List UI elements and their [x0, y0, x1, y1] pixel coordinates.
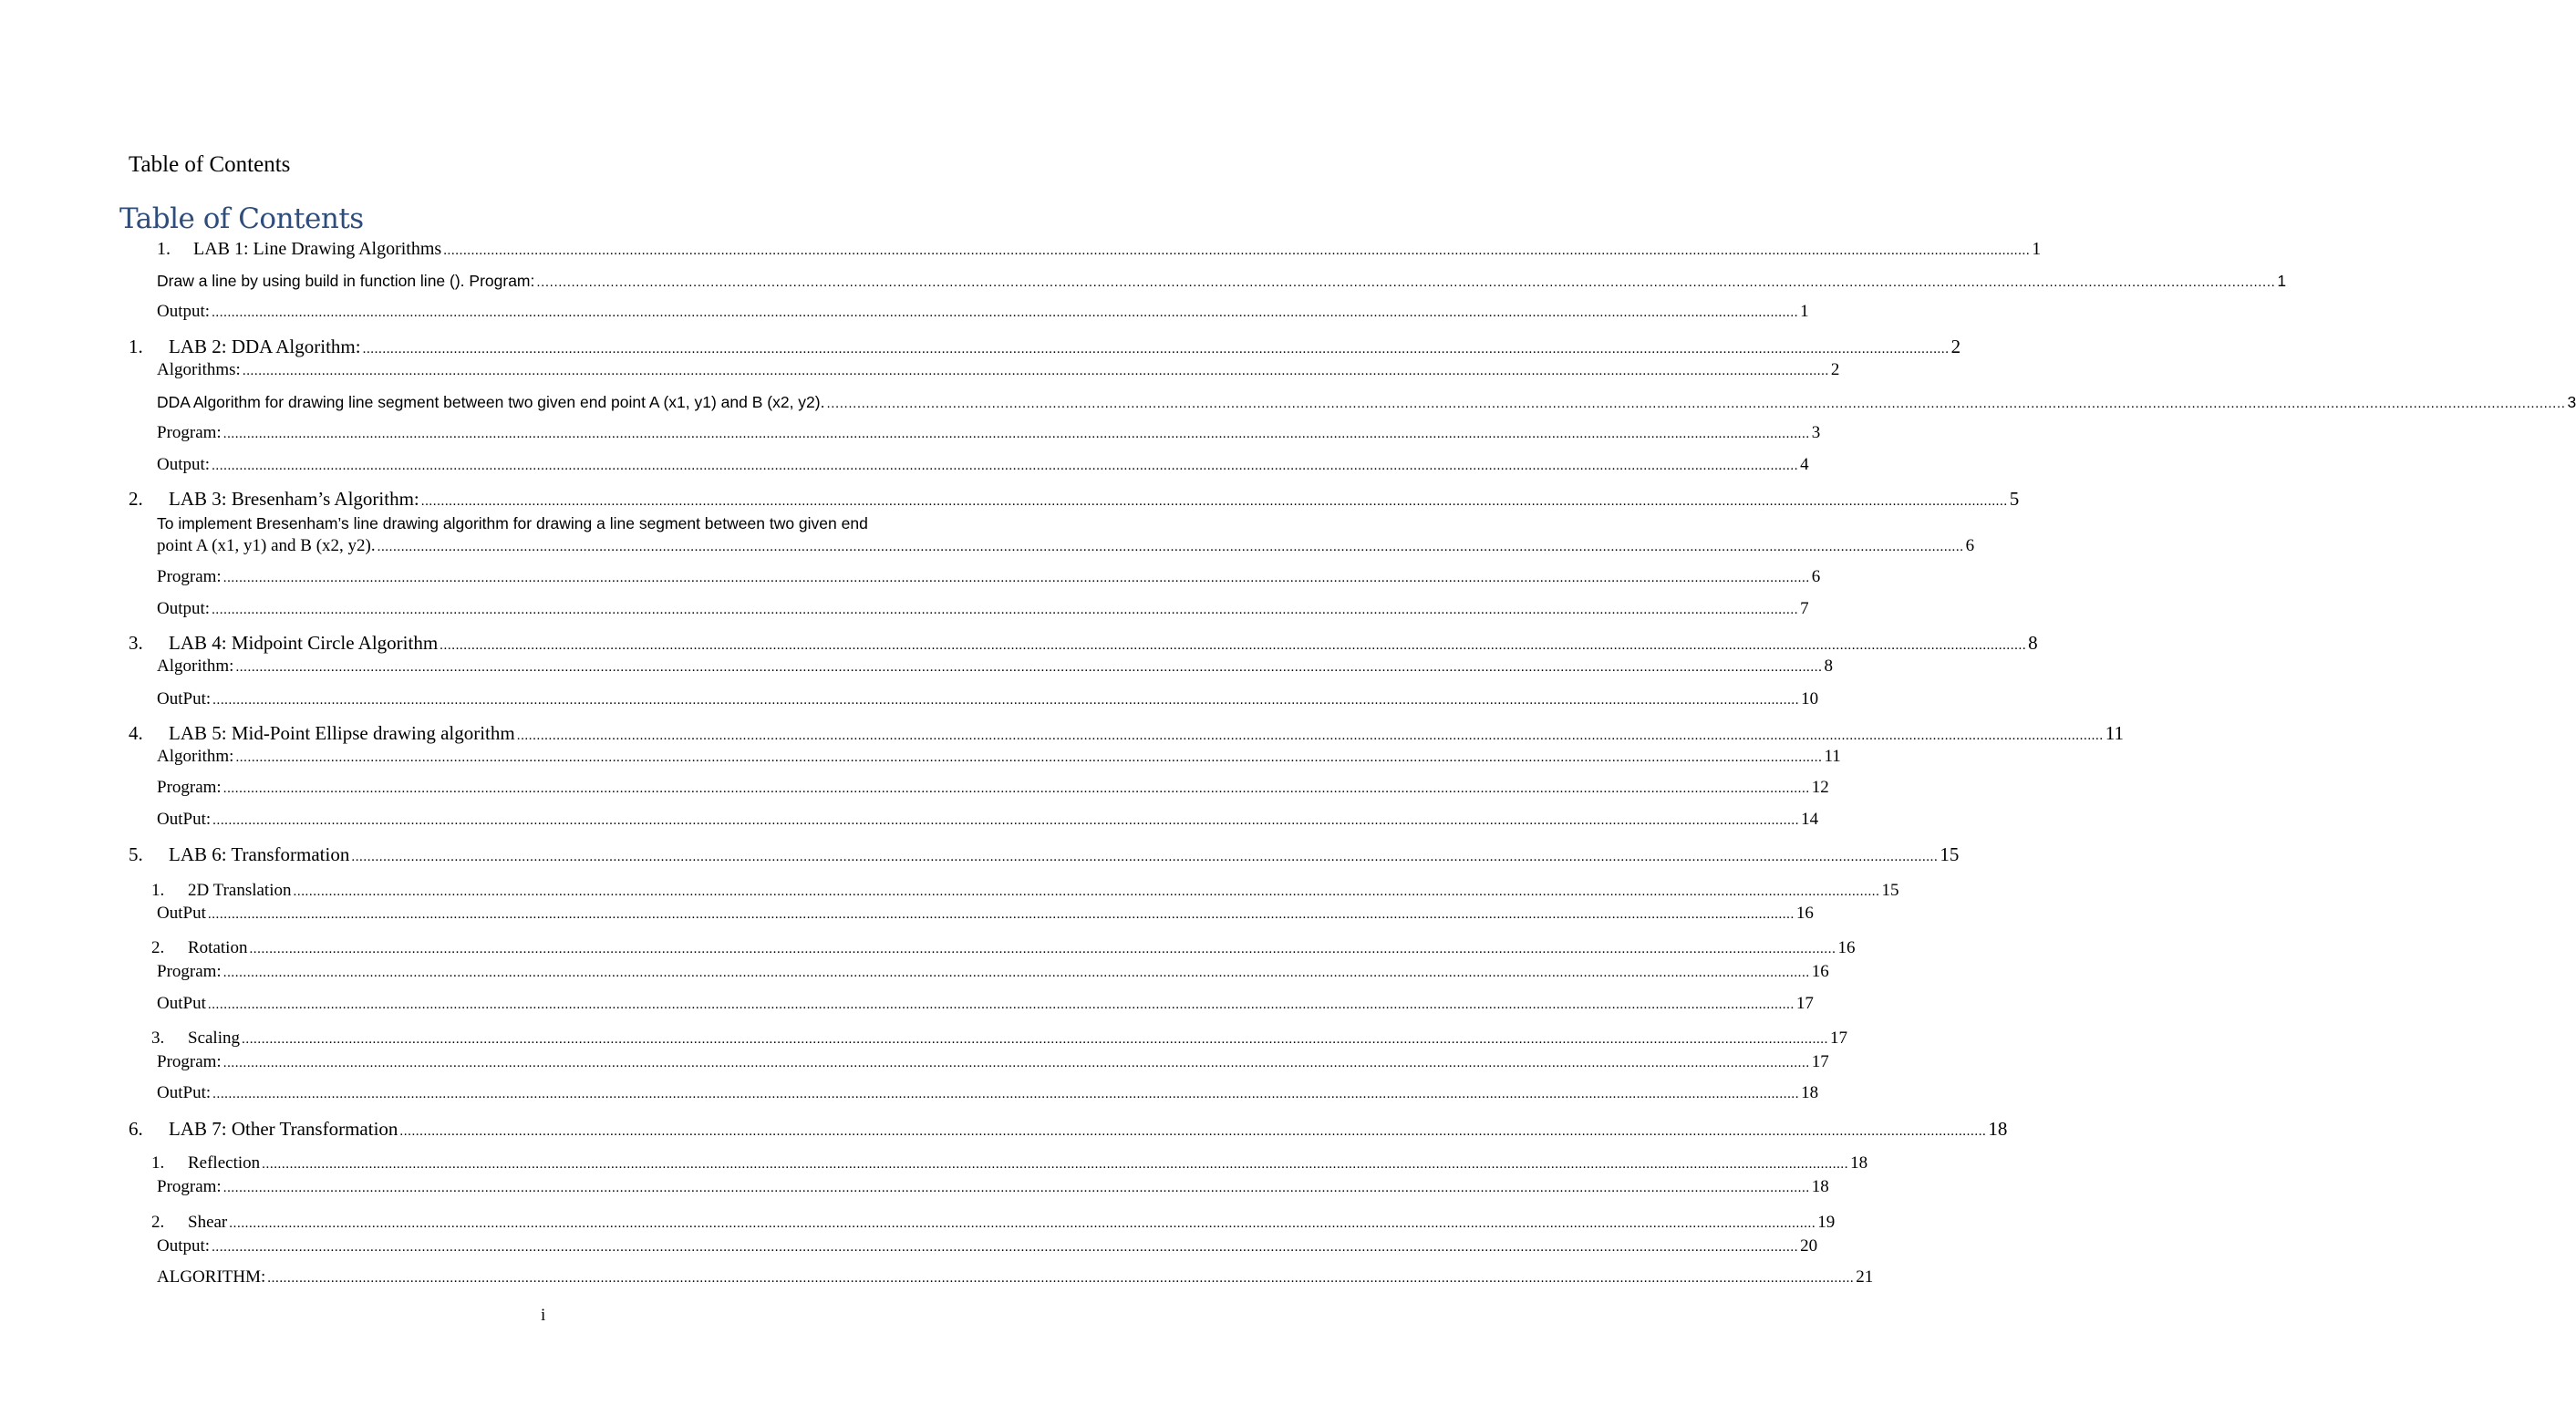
toc-entry-page: 18: [1801, 1083, 1819, 1102]
toc-dot-leader: ................................................................................................................................................................................................................................................................................................................................................................................................................: [212, 1087, 1800, 1101]
toc-dot-leader: ................................................................................................................................................................................................................................................................................................................................................................................................................: [212, 603, 1799, 617]
toc-entry[interactable]: [129, 843, 1960, 868]
toc-entry-number: 2.: [129, 488, 143, 510]
toc-entry-page: 8: [2028, 632, 2038, 654]
toc-dot-leader: ................................................................................................................................................................................................................................................................................................................................................................................................................: [212, 813, 1800, 828]
toc-entry-page: 3: [2567, 393, 2576, 411]
toc-entry[interactable]: [157, 391, 2576, 415]
toc-entry[interactable]: [129, 632, 2038, 656]
toc-entry-page: 20: [1800, 1236, 1818, 1256]
toc-entry[interactable]: [157, 535, 1975, 558]
toc-entry-page: 1: [2032, 239, 2042, 259]
toc-entry-title: Output:: [157, 455, 211, 474]
toc-entry-title: LAB 2: DDA Algorithm:: [169, 336, 361, 357]
toc-dot-leader: ................................................................................................................................................................................................................................................................................................................................................................................................................: [420, 494, 2008, 509]
toc-entry-page: 21: [1856, 1267, 1874, 1287]
toc-entry-page: 3: [1811, 423, 1821, 442]
toc-entry[interactable]: [129, 336, 1961, 360]
toc-dot-leader: ................................................................................................................................................................................................................................................................................................................................................................................................................: [222, 966, 1810, 980]
toc-entry-page: 11: [2105, 722, 2124, 744]
toc-entry-page: 16: [1811, 962, 1829, 981]
toc-entry[interactable]: [157, 1235, 1818, 1258]
toc-dot-leader: ................................................................................................................................................................................................................................................................................................................................................................................................................: [222, 1181, 1810, 1195]
toc-dot-leader: ................................................................................................................................................................................................................................................................................................................................................................................................................: [267, 1271, 1855, 1286]
toc-entry-title: Reflection: [188, 1153, 261, 1173]
toc-dot-leader: ................................................................................................................................................................................................................................................................................................................................................................................................................: [222, 427, 1810, 441]
toc-entry-title: Algorithm:: [157, 747, 234, 766]
toc-dot-leader: ................................................................................................................................................................................................................................................................................................................................................................................................................: [262, 1157, 1849, 1172]
toc-entry[interactable]: [151, 880, 1899, 903]
toc-entry-page: 15: [1940, 843, 1960, 865]
toc-entry-page: 11: [1824, 747, 1841, 766]
toc-entry[interactable]: [157, 422, 1821, 445]
toc-dot-leader: ................................................................................................................................................................................................................................................................................................................................................................................................................: [222, 1056, 1810, 1070]
toc-entry-title: Output:: [157, 599, 211, 618]
toc-dot-leader: ................................................................................................................................................................................................................................................................................................................................................................................................................: [516, 729, 2104, 743]
toc-entry-number: 3.: [129, 632, 143, 654]
toc-entry[interactable]: [157, 688, 1819, 711]
toc-entry-title: Program:: [157, 778, 222, 797]
toc-entry-page: 1: [2277, 272, 2287, 290]
toc-dot-leader: ................................................................................................................................................................................................................................................................................................................................................................................................................: [212, 305, 1799, 320]
toc-dot-leader: ................................................................................................................................................................................................................................................................................................................................................................................................................: [207, 997, 1795, 1012]
toc-entry-page: 14: [1801, 810, 1819, 829]
toc-dot-leader: ................................................................................................................................................................................................................................................................................................................................................................................................................: [242, 364, 1829, 378]
toc-dot-leader: ................................................................................................................................................................................................................................................................................................................................................................................................................: [399, 1124, 1987, 1139]
toc-entry[interactable]: [157, 993, 1814, 1016]
toc-entry-title: DDA Algorithm for drawing line segment between two given end point A (x1, y1) and B (x2, y2).: [157, 393, 825, 411]
toc-entry[interactable]: [157, 1051, 1829, 1074]
toc-entry-number: 2.: [151, 938, 165, 957]
toc-entry-number: 2.: [151, 1213, 165, 1232]
toc-dot-leader: ................................................................................................................................................................................................................................................................................................................................................................................................................: [207, 907, 1795, 922]
toc-entry[interactable]: [157, 1176, 1829, 1199]
toc-entry-page: 8: [1824, 656, 1833, 676]
toc-entry-number: 4.: [129, 722, 143, 744]
toc-entry-title: Output:: [157, 1236, 211, 1256]
toc-dot-leader: ................................................................................................................................................................................................................................................................................................................................................................................................................: [212, 1240, 1799, 1255]
toc-entry-title: LAB 3: Bresenham’s Algorithm:: [169, 488, 419, 510]
toc-entry-page: 18: [1850, 1153, 1868, 1173]
toc-entry-title: ALGORITHM:: [157, 1267, 266, 1287]
toc-entry-number: 5.: [129, 843, 143, 865]
toc-entry-title: LAB 1: Line Drawing Algorithms: [193, 239, 442, 259]
toc-entry[interactable]: [157, 1266, 1874, 1289]
toc-dot-leader: ................................................................................................................................................................................................................................................................................................................................................................................................................: [377, 540, 1964, 554]
toc-dot-leader: ................................................................................................................................................................................................................................................................................................................................................................................................................: [242, 1032, 1828, 1047]
toc-entry-title: LAB 7: Other Transformation: [169, 1118, 398, 1140]
toc-entry-wrap-line: To implement Bresenham’s line drawing algorithm for drawing a line segment between two given end: [157, 514, 868, 532]
toc-entry[interactable]: [129, 488, 2020, 512]
toc-entry[interactable]: [129, 1118, 2008, 1142]
toc-entry-number: 3.: [151, 1028, 165, 1048]
toc-dot-leader: ................................................................................................................................................................................................................................................................................................................................................................................................................: [536, 274, 2276, 290]
toc-entry-title: Shear: [188, 1213, 228, 1232]
toc-dot-leader: ................................................................................................................................................................................................................................................................................................................................................................................................................: [293, 884, 1880, 899]
toc-entry[interactable]: [157, 238, 2042, 262]
toc-dot-leader: ................................................................................................................................................................................................................................................................................................................................................................................................................: [222, 781, 1810, 796]
toc-entry-title: OutPut:: [157, 689, 212, 708]
toc-entry-number: 1.: [151, 1153, 165, 1173]
footer-page-number: i: [541, 1306, 546, 1325]
toc-entry-page: 4: [1800, 455, 1809, 474]
toc-dot-leader: ................................................................................................................................................................................................................................................................................................................................................................................................................: [212, 459, 1799, 473]
toc-entry-title: Draw a line by using build in function line (). Program:: [157, 272, 535, 290]
toc-entry-title: OutPut:: [157, 1083, 212, 1102]
toc-entry-page: 18: [1811, 1177, 1829, 1196]
toc-entry-page: 19: [1817, 1213, 1836, 1232]
toc-entry-title: Algorithms:: [157, 360, 241, 379]
toc-entry[interactable]: [157, 777, 1829, 800]
toc-entry-title: OutPut: [157, 994, 206, 1013]
toc-dot-leader: ................................................................................................................................................................................................................................................................................................................................................................................................................: [443, 243, 2031, 258]
toc-entry-number: 1.: [151, 881, 165, 900]
toc-entry[interactable]: [157, 656, 1833, 678]
toc-entry[interactable]: [151, 1152, 1868, 1175]
toc-entry-page: 5: [2009, 488, 2020, 510]
toc-entry[interactable]: [157, 454, 1809, 477]
toc-entry-title: 2D Translation: [188, 881, 292, 900]
toc-dot-leader: ................................................................................................................................................................................................................................................................................................................................................................................................................: [235, 750, 1823, 765]
toc-entry[interactable]: [157, 270, 2287, 294]
toc-dot-leader: ................................................................................................................................................................................................................................................................................................................................................................................................................: [212, 693, 1800, 708]
toc-entry-page: 1: [1800, 302, 1809, 321]
toc-entry-page: 12: [1811, 778, 1829, 797]
toc-entry-page: 2: [1950, 336, 1961, 357]
toc-entry[interactable]: [157, 1082, 1819, 1105]
toc-dot-leader: ................................................................................................................................................................................................................................................................................................................................................................................................................: [440, 638, 2027, 653]
toc-entry-page: 17: [1830, 1028, 1847, 1048]
toc-entry-page: 6: [1965, 536, 1975, 555]
page-title: Table of Contents: [129, 152, 291, 177]
toc-dot-leader: ................................................................................................................................................................................................................................................................................................................................................................................................................: [222, 571, 1810, 585]
toc-entry[interactable]: [157, 566, 1821, 589]
toc-entry-title: Program:: [157, 1177, 222, 1196]
toc-entry-title: point A (x1, y1) and B (x2, y2).: [157, 536, 376, 555]
toc-entry-page: 16: [1795, 904, 1814, 923]
toc-entry[interactable]: [151, 937, 1856, 960]
toc-entry[interactable]: [157, 809, 1819, 832]
toc-entry-page: 18: [1988, 1118, 2008, 1140]
toc-entry-title: LAB 6: Transformation: [169, 843, 350, 865]
toc-entry[interactable]: [157, 903, 1814, 925]
toc-entry-page: 16: [1837, 938, 1856, 957]
toc-entry[interactable]: [151, 1028, 1847, 1050]
toc-entry-page: 17: [1811, 1052, 1829, 1071]
toc-heading: Table of Contents: [119, 202, 364, 235]
toc-entry[interactable]: [157, 598, 1809, 621]
toc-entry-title: Output:: [157, 302, 211, 321]
toc-entry-title: Algorithm:: [157, 656, 234, 676]
toc-dot-leader: ................................................................................................................................................................................................................................................................................................................................................................................................................: [826, 396, 2566, 411]
toc-entry[interactable]: [157, 746, 1841, 769]
toc-dot-leader: ................................................................................................................................................................................................................................................................................................................................................................................................................: [229, 1216, 1816, 1231]
toc-entry[interactable]: [157, 359, 1840, 382]
toc-entry[interactable]: [129, 722, 2124, 747]
toc-entry[interactable]: [151, 1212, 1836, 1235]
toc-entry-page: 6: [1811, 567, 1821, 586]
toc-entry-title: Scaling: [188, 1028, 240, 1048]
toc-entry-title: LAB 5: Mid-Point Ellipse drawing algorithm: [169, 722, 515, 744]
toc-entry[interactable]: [157, 301, 1809, 324]
toc-entry-title: Program:: [157, 1052, 222, 1071]
toc-entry-page: 7: [1800, 599, 1809, 618]
toc-dot-leader: ................................................................................................................................................................................................................................................................................................................................................................................................................: [351, 850, 1939, 864]
toc-entry-number: 1.: [157, 239, 171, 259]
toc-entry-page: 10: [1801, 689, 1819, 708]
toc-dot-leader: ................................................................................................................................................................................................................................................................................................................................................................................................................: [249, 942, 1836, 956]
toc-entry-number: 6.: [129, 1118, 143, 1140]
toc-entry-title: LAB 4: Midpoint Circle Algorithm: [169, 632, 439, 654]
toc-entry[interactable]: [157, 961, 1829, 984]
toc-entry-title: Rotation: [188, 938, 248, 957]
toc-entry-title: OutPut:: [157, 810, 212, 829]
toc-entry-title: Program:: [157, 423, 222, 442]
toc-entry-title: Program:: [157, 567, 222, 586]
toc-entry-page: 17: [1795, 994, 1814, 1013]
toc-entry-page: 15: [1881, 881, 1899, 900]
toc-entry-page: 2: [1830, 360, 1840, 379]
toc-dot-leader: ................................................................................................................................................................................................................................................................................................................................................................................................................: [235, 660, 1823, 675]
toc-entry-title: Program:: [157, 962, 222, 981]
toc-entry-number: 1.: [129, 336, 143, 357]
toc-dot-leader: ................................................................................................................................................................................................................................................................................................................................................................................................................: [362, 342, 1950, 357]
toc-entry-title: OutPut: [157, 904, 206, 923]
